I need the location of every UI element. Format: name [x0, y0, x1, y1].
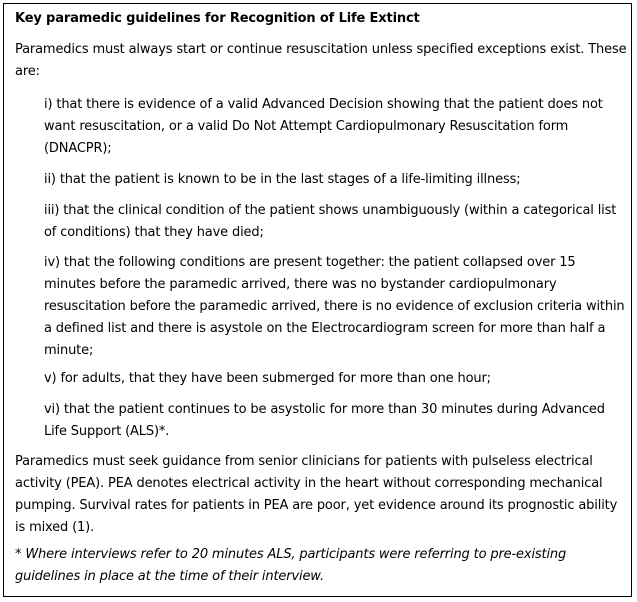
exception-item-2: ii) that the patient is known to be in the last stages of a life-limiting illness;: [44, 172, 521, 187]
exception-item-6: vi) that the patient continues to be asystolic for more than 30 minutes during Advanced Life Support (ALS)*.: [44, 402, 605, 439]
exception-item-4: iv) that the following conditions are present together: the patient collapsed over 15 minutes before the paramedic arrived, there was no bystander cardiopulmonary resuscitation before the paramedic arrived, there is no evidence of exclusion criteria within a defined list and there is asystole on the Electrocardiogram screen for more than half a minute;: [44, 255, 625, 358]
intro-paragraph: Paramedics must always start or continue resuscitation unless specified exceptions exist. These are:: [15, 42, 627, 79]
guidelines-box: [3, 3, 632, 597]
box-title: Key paramedic guidelines for Recognition of Life Extinct: [15, 11, 420, 26]
pea-guidance-paragraph: Paramedics must seek guidance from senior clinicians for patients with pulseless electrical activity (PEA). PEA denotes electrical activity in the heart without corresponding mechanical pumping. Survival rates for patients in PEA are poor, yet evidence around its prognostic ability is mixed (1).: [15, 454, 618, 535]
exception-item-3: iii) that the clinical condition of the patient shows unambiguously (within a categorical list of conditions) that they have died;: [44, 203, 617, 240]
exception-item-1: i) that there is evidence of a valid Advanced Decision showing that the patient does not want resuscitation, or a valid Do Not Attempt Cardiopulmonary Resuscitation form (DNACPR);: [44, 97, 603, 156]
exception-item-5: v) for adults, that they have been submerged for more than one hour;: [44, 371, 491, 386]
footnote: * Where interviews refer to 20 minutes ALS, participants were referring to pre-existing guidelines in place at the time of their interview.: [15, 547, 567, 584]
